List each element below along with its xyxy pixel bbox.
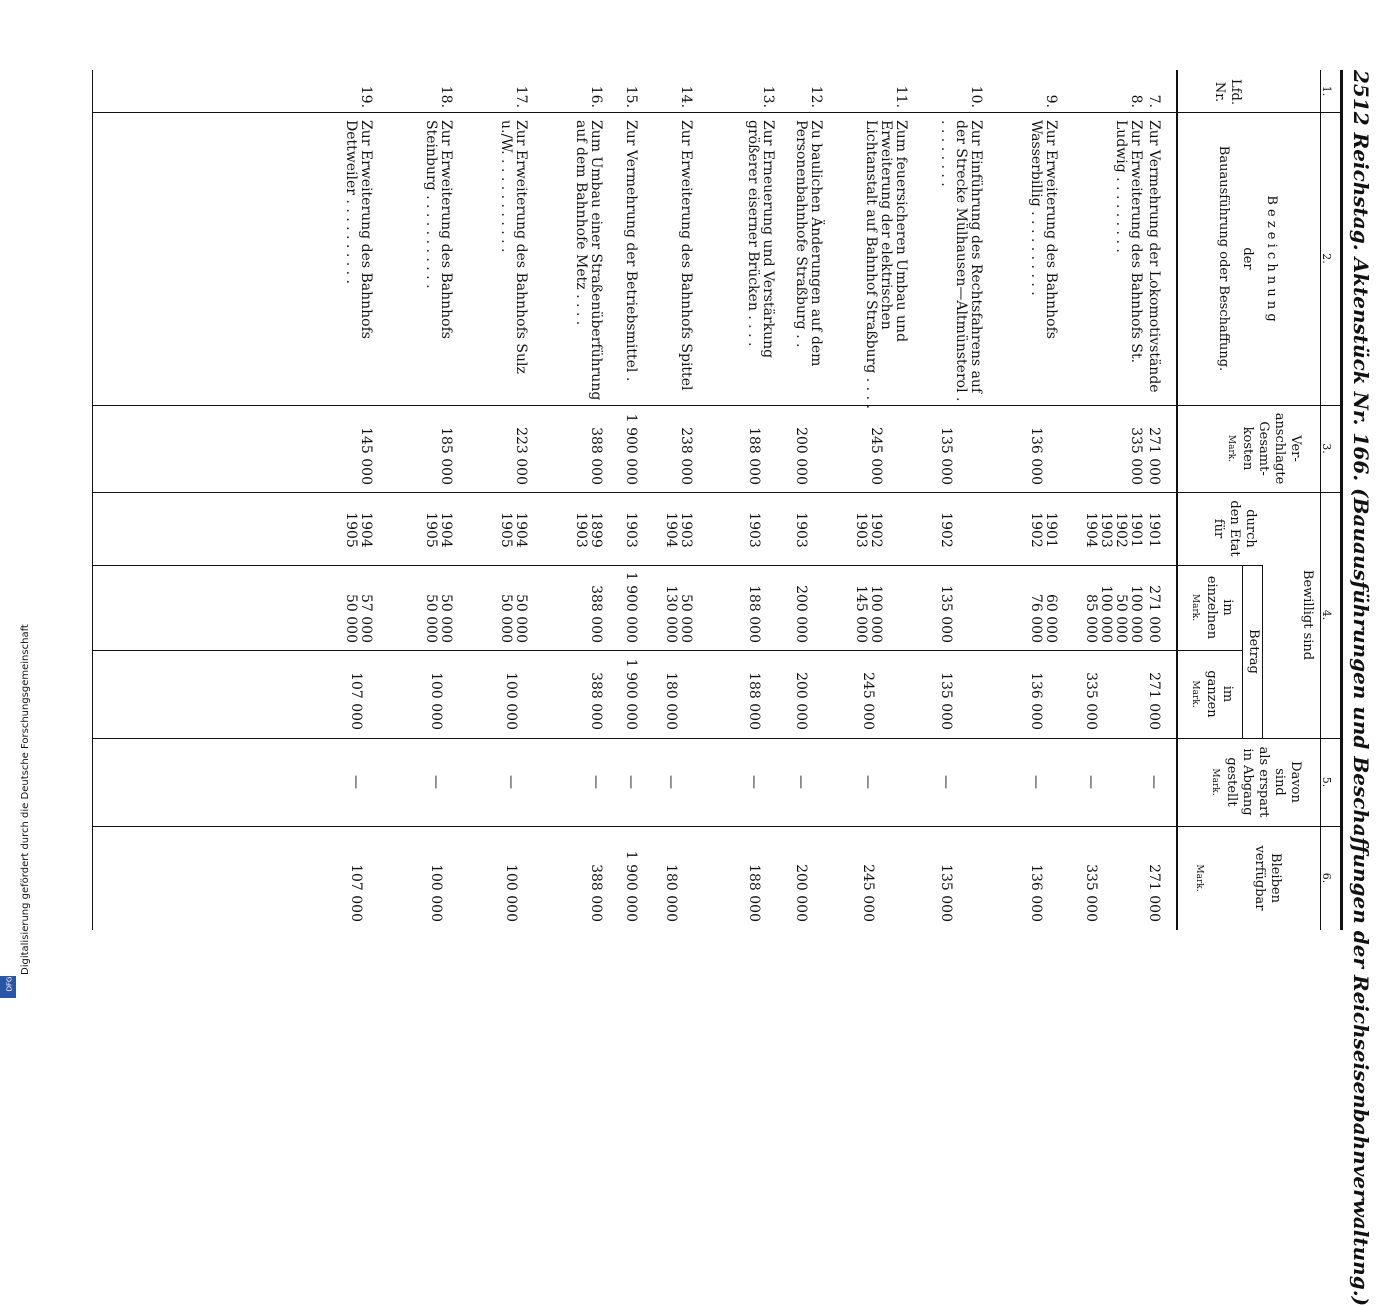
header-lfd: Lfd. Nr. <box>1212 79 1243 105</box>
row-9-kosten: 136 000 <box>1028 427 1044 485</box>
row-16-kosten: 388 000 <box>588 427 604 485</box>
row-10-erspart: — <box>938 775 954 789</box>
row-7-years: 1901 <box>1146 512 1162 548</box>
dfg-logo: DFG <box>0 976 16 998</box>
row-12-erspart: — <box>793 775 809 789</box>
row-19-kosten: 145 000 <box>358 427 374 485</box>
row-13-einzeln: 188 000 <box>746 585 762 643</box>
row-9-erspart: — <box>1028 775 1044 789</box>
row-18-nr: 18. <box>438 85 454 108</box>
row-9-ganzen: 136 000 <box>1028 672 1044 730</box>
row-18-einzeln: 50 000 50 000 <box>423 594 454 643</box>
row-10-nr: 10. <box>968 85 984 108</box>
row-7-desc: Zur Vermehrung der Lokomotivstände <box>1146 120 1162 393</box>
row-14-ganzen: 180 000 <box>663 672 679 730</box>
row-19-verfuegbar: 107 000 <box>348 864 364 922</box>
row-19-nr: 19. <box>358 85 374 108</box>
row-19-einzeln: 57 000 50 000 <box>343 594 374 643</box>
row-10-verfuegbar: 135 000 <box>938 864 954 922</box>
col-num-2: 2. <box>1320 253 1333 264</box>
header-erspart: Davon sind als erspart in Abgang gestellt Mark. <box>1210 746 1303 818</box>
row-18-ganzen: 100 000 <box>428 672 444 730</box>
row-15-nr: 15. <box>623 85 639 108</box>
row-12-kosten: 200 000 <box>793 427 809 485</box>
row-13-ganzen: 188 000 <box>746 672 762 730</box>
title-rule <box>1340 70 1343 930</box>
side-legend-text: Digitalisierung gefördert durch die Deutsche Forschungsgemeinschaft <box>20 624 31 975</box>
row-15-years: 1903 <box>623 512 639 548</box>
col-num-6: 6. <box>1320 872 1333 884</box>
col-num-3: 3. <box>1320 443 1333 454</box>
row-19-ganzen: 107 000 <box>348 672 364 730</box>
row-16-nr: 16. <box>588 85 604 108</box>
row-13-desc: Zur Erneuerung und Verstärkung größerer eiserner Brücken . . . . <box>745 120 776 359</box>
row-9-verfuegbar: 136 000 <box>1028 864 1044 922</box>
header-betrag: Betrag <box>1246 629 1261 674</box>
row-17-years: 1904 1905 <box>498 512 529 548</box>
row-15-desc: Zur Vermehrung der Betriebsmittel . <box>623 120 639 382</box>
row-13-erspart: — <box>746 775 762 789</box>
header-bewilligt: Bewilligt sind <box>1300 569 1315 661</box>
row-14-years: 1903 1904 <box>663 512 694 548</box>
row-12-nr: 12. <box>808 85 824 108</box>
row-9-einzeln: 60 000 76 000 <box>1028 594 1059 643</box>
row-14-verfuegbar: 180 000 <box>663 864 679 922</box>
row-19-years: 1904 1905 <box>343 512 374 548</box>
page-title: 2512 Reichstag. Aktenstück Nr. 166. (Bauausführungen und Beschaffungen der Reichseisenbahnverwaltung.) <box>1349 70 1373 1306</box>
row-11-kosten: 245 000 <box>868 427 884 485</box>
row-18-desc: Zur Erweiterung des Bahnhofs Steinburg . . . . . . . . . . . <box>423 120 454 339</box>
row-14-nr: 14. <box>678 85 694 108</box>
row-17-kosten: 223 000 <box>513 427 529 485</box>
col-num-1: 1. <box>1320 85 1333 97</box>
row-10-ganzen: 135 000 <box>938 672 954 730</box>
row-11-verfuegbar: 245 000 <box>860 864 876 922</box>
row-17-verfuegbar: 100 000 <box>503 864 519 922</box>
row-17-desc: Zur Erweiterung des Bahnhofs Sulz u./W. . . . . . . . . . . . <box>498 120 529 374</box>
row-8-kosten: 335 000 <box>1128 427 1144 485</box>
row-16-verfuegbar: 388 000 <box>588 864 604 922</box>
row-18-erspart: — <box>428 775 444 789</box>
row-12-ganzen: 200 000 <box>793 672 809 730</box>
row-12-years: 1903 <box>793 512 809 548</box>
row-7-kosten: 271 000 <box>1146 427 1162 485</box>
bottom-rule <box>92 70 93 930</box>
row-13-kosten: 188 000 <box>746 427 762 485</box>
row-18-kosten: 185 000 <box>438 427 454 485</box>
header-bezeichnung: B e z e i c h n u n g der Bauausführung oder Beschaffung. <box>1216 145 1279 372</box>
row-8-ganzen: 335 000 <box>1083 672 1099 730</box>
row-12-einzeln: 200 000 <box>793 585 809 643</box>
row-17-ganzen: 100 000 <box>503 672 519 730</box>
row-7-erspart: — <box>1146 775 1162 789</box>
col-num-5: 5. <box>1320 776 1333 788</box>
row-8-years: 1901 1902 1903 1904 <box>1083 512 1144 548</box>
header-durch-etat: durch den Etat für <box>1211 500 1258 557</box>
row-9-nr: 9. <box>1043 94 1059 108</box>
row-17-erspart: — <box>503 775 519 789</box>
row-8-verfuegbar: 335 000 <box>1083 864 1099 922</box>
row-8-nr: 8. <box>1128 94 1144 108</box>
row-17-einzeln: 50 000 50 000 <box>498 594 529 643</box>
row-14-desc: Zur Erweiterung des Bahnhofs Spittel <box>678 120 694 391</box>
row-13-verfuegbar: 188 000 <box>746 864 762 922</box>
row-11-nr: 11. <box>893 85 909 108</box>
row-16-ganzen: 388 000 <box>588 672 604 730</box>
row-15-kosten: 1 900 000 <box>623 413 639 485</box>
row-9-desc: Zur Erweiterung des Bahnhofs Wasserbillig . . . . . . . . . . <box>1028 120 1059 339</box>
row-11-years: 1902 1903 <box>853 512 884 548</box>
row-8-einzeln: 100 000 50 000 100 000 85 000 <box>1083 585 1144 643</box>
row-12-desc: Zu baulichen Änderungen auf dem Personenbahnhofe Straßburg . . <box>793 120 824 367</box>
row-19-erspart: — <box>348 775 364 789</box>
row-10-desc: Zur Einführung des Rechtsfahrens auf der Strecke Mülhausen—Altmünsterol . . . . . . . . . <box>938 120 984 402</box>
row-12-verfuegbar: 200 000 <box>793 864 809 922</box>
row-14-einzeln: 50 000 130 000 <box>663 585 694 643</box>
row-7-verfuegbar: 271 000 <box>1146 864 1162 922</box>
row-13-years: 1903 <box>746 512 762 548</box>
row-11-ganzen: 245 000 <box>860 672 876 730</box>
row-7-ganzen: 271 000 <box>1146 672 1162 730</box>
row-18-years: 1904 1905 <box>423 512 454 548</box>
row-8-desc: Zur Erweiterung des Bahnhofs St. Ludwig . . . . . . . . . <box>1113 120 1144 364</box>
header-veranschlagt: Ver- anschlagte Gesamt- kosten Mark. <box>1226 412 1303 485</box>
col-sep-5 <box>93 738 1343 739</box>
row-16-years: 1899 1903 <box>573 512 604 548</box>
header-einzeln: im einzelnen Mark. <box>1190 575 1235 640</box>
header-rule <box>1176 70 1178 930</box>
row-15-ganzen: 1 900 000 <box>623 658 639 730</box>
row-18-verfuegbar: 100 000 <box>428 864 444 922</box>
row-17-nr: 17. <box>513 85 529 108</box>
row-14-kosten: 238 000 <box>678 427 694 485</box>
header-ganzen: im ganzen Mark. <box>1190 670 1235 718</box>
row-15-einzeln: 1 900 000 <box>623 571 639 643</box>
row-10-kosten: 135 000 <box>938 427 954 485</box>
col-sep-1 <box>93 112 1343 113</box>
row-16-einzeln: 388 000 <box>588 585 604 643</box>
row-11-desc: Zum feuersicheren Umbau und Erweiterung der elektrischen Lichtanstalt auf Bahnhof Straßburg . . . . <box>863 120 909 409</box>
header-betrag-rule <box>1242 565 1243 738</box>
header-bewilligt-rule <box>1262 565 1263 738</box>
row-11-erspart: — <box>860 775 876 789</box>
row-15-verfuegbar: 1 900 000 <box>623 850 639 922</box>
col-sep-3 <box>93 492 1343 493</box>
row-8-erspart: — <box>1083 775 1099 789</box>
row-13-nr: 13. <box>760 85 776 108</box>
row-10-years: 1902 <box>938 512 954 548</box>
row-14-erspart: — <box>663 775 679 789</box>
row-9-years: 1901 1902 <box>1028 512 1059 548</box>
col-num-4: 4. <box>1320 609 1333 621</box>
row-7-nr: 7. <box>1146 94 1162 108</box>
row-11-einzeln: 100 000 145 000 <box>853 585 884 643</box>
row-16-desc: Zum Umbau einer Straßenüberführung auf dem Bahnhofe Metz . . . . <box>573 120 604 401</box>
row-7-einzeln: 271 000 <box>1146 585 1162 643</box>
row-19-desc: Zur Erweiterung des Bahnhofs Dettweiler . . . . . . . . . . <box>343 120 374 339</box>
header-verfuegbar: Bleiben verfügbar Mark. <box>1194 845 1283 911</box>
row-15-erspart: — <box>623 775 639 789</box>
row-10-einzeln: 135 000 <box>938 585 954 643</box>
row-16-erspart: — <box>588 775 604 789</box>
